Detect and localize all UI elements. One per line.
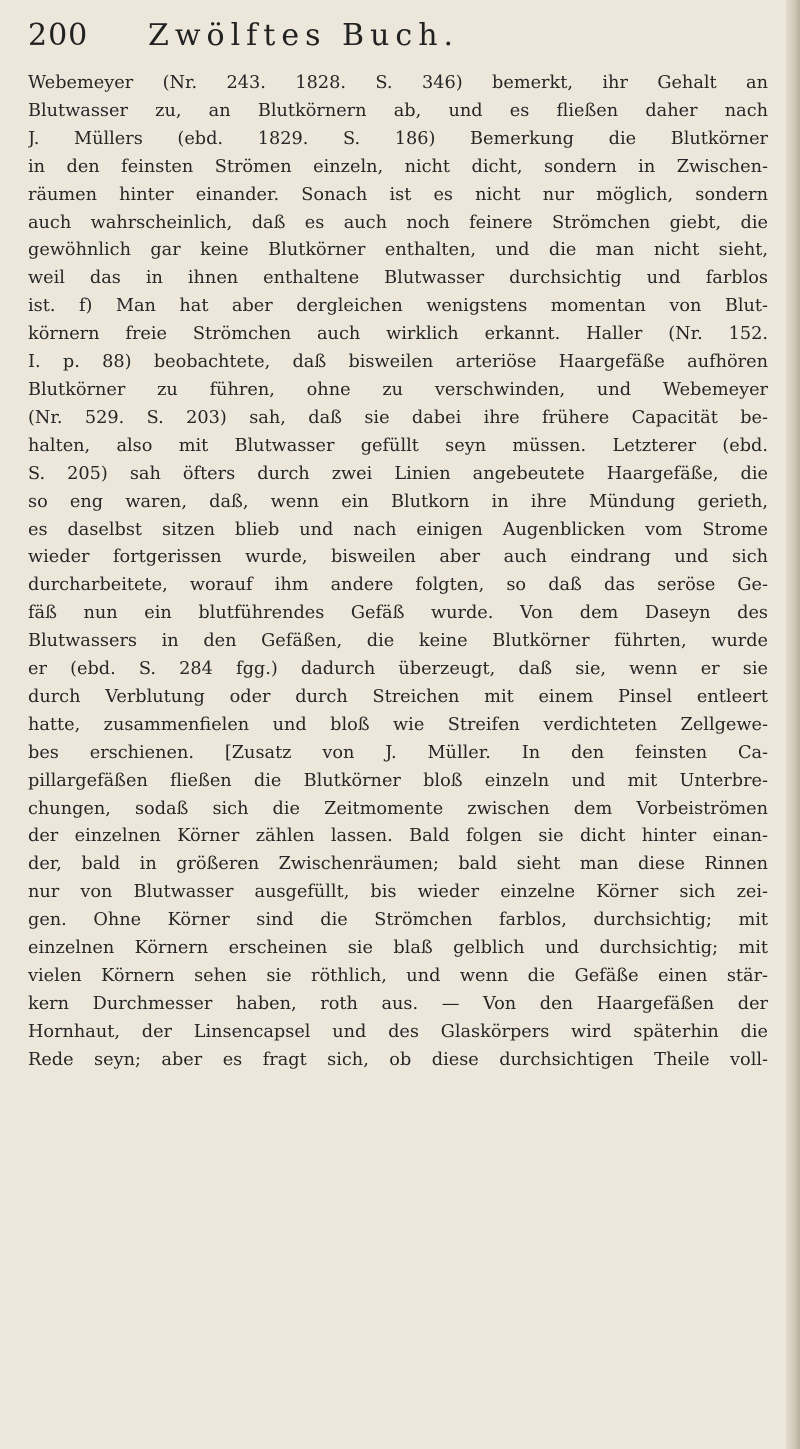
text-line: räumen hinter einander. Sonach ist es nicht nur möglich, sondern [28,184,768,205]
text-line: chungen, sodaß sich die Zeitmomente zwischen dem Vorbeiströmen [28,798,768,819]
page-edge-shadow [786,0,800,1449]
page-header [28,14,768,64]
text-line: Blutwassers in den Gefäßen, die keine Blutkörner führten, wurde [28,631,768,652]
text-line: bes erschienen. [Zusatz von J. Müller. In den feinsten Ca- [28,742,768,763]
text-line: vielen Körnern sehen sie röthlich, und wenn die Gefäße einen stär- [28,966,768,986]
text-line: kern Durchmesser haben, roth aus. — Von den Haargefäßen der [28,993,768,1014]
text-line: gewöhnlich gar keine Blutkörner enthalten, und die man nicht sieht, [28,240,768,261]
text-line: durch Verblutung oder durch Streichen mit einem Pinsel entleert [28,686,768,707]
text-line: Webemeyer (Nr. 243. 1828. S. 346) bemerkt, ihr Gehalt an [28,73,768,93]
text-line: körnern freie Strömchen auch wirklich erkannt. Haller (Nr. 152. [28,324,768,345]
text-line: halten, also mit Blutwasser gefüllt seyn müssen. Letzterer (ebd. [28,435,768,456]
text-line: Blutwasser zu, an Blutkörnern ab, und es fließen daher nach [28,100,768,121]
text-line: (Nr. 529. S. 203) sah, daß sie dabei ihre frühere Capacität be- [28,407,768,428]
text-line: S. 205) sah öfters durch zwei Linien angebeutete Haargefäße, die [28,463,768,484]
text-line: I. p. 88) beobachtete, daß bisweilen arteriöse Haargefäße aufhören [28,352,768,373]
text-line: so eng waren, daß, wenn ein Blutkorn in ihre Mündung gerieth, [28,491,768,512]
text-line: Rede seyn; aber es fragt sich, ob diese durchsichtigen Theile voll- [28,1049,768,1070]
text-line: der, bald in größeren Zwischenräumen; bald sieht man diese Rinnen [28,854,768,875]
text-line: ist. f) Man hat aber dergleichen wenigstens momentan von Blut- [28,296,768,317]
text-line: J. Müllers (ebd. 1829. S. 186) Bemerkung die Blutkörner [28,128,768,149]
text-line: gen. Ohne Körner sind die Strömchen farblos, durchsichtig; mit [28,910,768,931]
text-line: durcharbeitete, worauf ihm andere folgten, so daß das seröse Ge- [28,575,768,596]
text-line: Blutkörner zu führen, ohne zu verschwinden, und Webemeyer [28,379,768,400]
body-text [28,70,768,1075]
text-line: auch wahrscheinlich, daß es auch noch feinere Strömchen giebt, die [28,212,768,233]
text-line: fäß nun ein blutführendes Gefäß wurde. Von dem Daseyn des [28,603,768,624]
text-line: es daselbst sitzen blieb und nach einigen Augenblicken vom Strome [28,519,768,540]
text-line: Hornhaut, der Linsencapsel und des Glaskörpers wird späterhin die [28,1021,768,1042]
text-line: wieder fortgerissen wurde, bisweilen aber auch eindrang und sich [28,547,768,568]
running-head: Zwölftes Buch. [148,18,460,53]
text-line: er (ebd. S. 284 fgg.) dadurch überzeugt, daß sie, wenn er sie [28,659,768,680]
text-line: pillargefäßen fließen die Blutkörner bloß einzeln und mit Unterbre- [28,770,768,791]
text-line: in den feinsten Strömen einzeln, nicht dicht, sondern in Zwischen- [28,156,768,177]
text-line: der einzelnen Körner zählen lassen. Bald folgen sie dicht hinter einan- [28,826,768,847]
text-line: nur von Blutwasser ausgefüllt, bis wieder einzelne Körner sich zei- [28,882,768,903]
page-number: 200 [28,18,89,53]
text-line: einzelnen Körnern erscheinen sie blaß gelblich und durchsichtig; mit [28,938,768,959]
text-line: weil das in ihnen enthaltene Blutwasser durchsichtig und farblos [28,268,768,289]
text-line: hatte, zusammenfielen und bloß wie Streifen verdichteten Zellgewe- [28,714,768,735]
